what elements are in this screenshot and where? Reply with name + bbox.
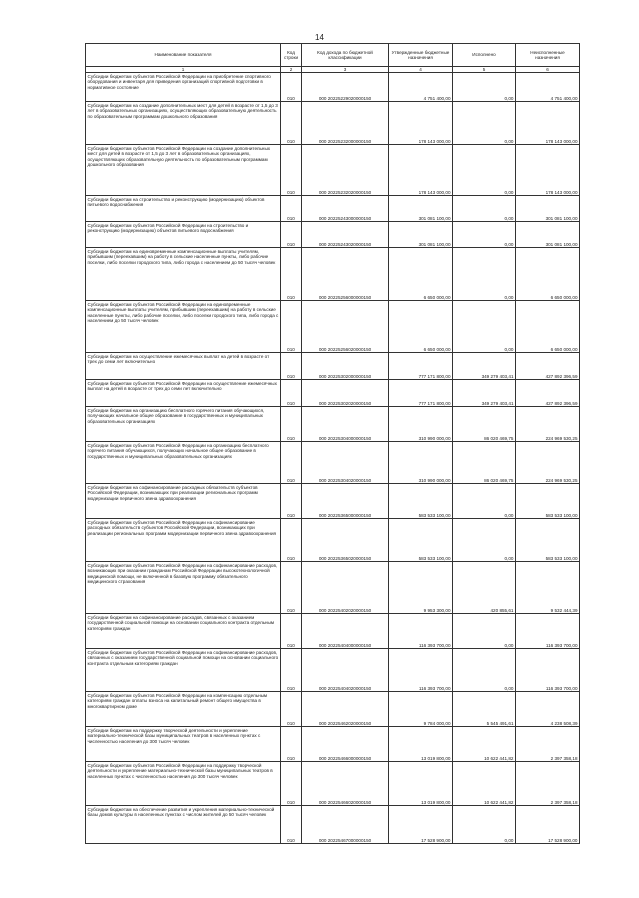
row-remaining: 583 533 100,00 — [516, 519, 580, 562]
row-approved: 17 528 900,00 — [389, 806, 453, 844]
row-line-code: 010 — [281, 727, 302, 762]
row-line-code: 010 — [281, 222, 302, 248]
row-line-code: 010 — [281, 692, 302, 727]
header-executed: Исполнено — [453, 44, 516, 67]
row-income-code: 000 20225365000000150 — [302, 484, 389, 519]
table-row — [86, 407, 580, 442]
row-executed: 420 855,61 — [453, 562, 516, 614]
row-remaining: 2 397 358,18 — [516, 727, 580, 762]
row-name: Субсидии бюджетам на единовременные компенсационные выплаты учителям, прибывшим (переехавшим) на работу в сельские населенные пункты, либо рабочие поселки, либо поселки городского типа, либо города с населением до 50 тысяч человек — [86, 248, 281, 301]
row-approved: 4 751 400,00 — [389, 73, 453, 102]
row-income-code: 000 20225256000000150 — [302, 248, 389, 301]
row-approved: 13 019 800,00 — [389, 762, 453, 806]
row-name: Субсидии бюджетам субъектов Российской Федерации на поддержку творческой деятельности и укрепление материально-технической базы муниципальных театров в населенных пунктах с численностью населения до 300 тысяч человек — [86, 762, 281, 806]
row-approved: 777 171 800,00 — [389, 353, 453, 380]
column-number: 6 — [516, 67, 580, 73]
row-income-code: 000 20225404020000150 — [302, 649, 389, 692]
row-approved: 9 784 000,00 — [389, 692, 453, 727]
table-row — [86, 196, 580, 222]
row-remaining: 301 081 100,00 — [516, 196, 580, 222]
row-line-code: 010 — [281, 301, 302, 353]
table-row — [86, 614, 580, 649]
row-approved: 178 143 000,00 — [389, 145, 453, 196]
table-row — [86, 806, 580, 844]
row-line-code: 010 — [281, 380, 302, 407]
table-row — [86, 727, 580, 762]
table-row — [86, 145, 580, 196]
row-approved: 116 393 700,00 — [389, 649, 453, 692]
row-executed: 10 622 441,82 — [453, 762, 516, 806]
row-name: Субсидии бюджетам на софинансирование расходов, связанных с оказанием государственной социальной помощи на основании социального контракта отдельным категориям граждан — [86, 614, 281, 649]
row-income-code: 000 20225302020000150 — [302, 380, 389, 407]
table-row — [86, 380, 580, 407]
row-remaining: 9 532 444,39 — [516, 562, 580, 614]
row-executed: 349 279 403,41 — [453, 353, 516, 380]
row-approved: 6 650 000,00 — [389, 248, 453, 301]
table-row — [86, 442, 580, 484]
row-executed: 86 020 469,75 — [453, 442, 516, 484]
row-line-code: 010 — [281, 196, 302, 222]
table-row — [86, 73, 580, 102]
row-line-code: 010 — [281, 145, 302, 196]
row-name: Субсидии бюджетам субъектов Российской Федерации на единовременные компенсационные выплаты учителям, прибывшим (переехавшим) на работу в сельские населенные пункты, либо рабочие поселки, либо поселки городского типа, либо города с населением до 50 тысяч человек — [86, 301, 281, 353]
row-income-code: 000 20225256020000150 — [302, 301, 389, 353]
row-income-code: 000 20225232000000150 — [302, 102, 389, 145]
row-remaining: 6 650 000,00 — [516, 301, 580, 353]
row-name: Субсидии бюджетам субъектов Российской Федерации на организацию бесплатного горячего питания обучающихся, получающих начальное общее образование в государственных и муниципальных образовательных организациях — [86, 442, 281, 484]
row-income-code: 000 20225243000000150 — [302, 196, 389, 222]
header-income-code: Код дохода по бюджетной классификации — [302, 44, 389, 67]
row-line-code: 010 — [281, 649, 302, 692]
row-line-code: 010 — [281, 73, 302, 102]
row-approved: 301 081 100,00 — [389, 222, 453, 248]
row-approved: 583 533 100,00 — [389, 484, 453, 519]
row-name: Субсидии бюджетам субъектов Российской Федерации на приобретение спортивного оборудования и инвентаря для приведения организаций спортивной подготовки в нормативное состояние — [86, 73, 281, 102]
header-approved: Утвержденные бюджетные назначения — [389, 44, 453, 67]
row-line-code: 010 — [281, 407, 302, 442]
row-name: Субсидии бюджетам на строительство и реконструкцию (модернизацию) объектов питьевого водоснабжения — [86, 196, 281, 222]
row-name: Субсидии бюджетам на осуществление ежемесячных выплат на детей в возрасте от трех до семи лет включительно — [86, 353, 281, 380]
row-executed: 0,00 — [453, 614, 516, 649]
column-number: 3 — [302, 67, 389, 73]
row-income-code: 000 20225229020000150 — [302, 73, 389, 102]
row-name: Субсидии бюджетам на обеспечение развития и укрепления материально-технической базы домов культуры в населенных пунктах с числом жителей до 50 тысяч человек — [86, 806, 281, 844]
row-remaining: 4 751 400,00 — [516, 73, 580, 102]
row-executed: 0,00 — [453, 248, 516, 301]
row-remaining: 178 143 000,00 — [516, 102, 580, 145]
column-number: 1 — [86, 67, 281, 73]
row-name: Субсидии бюджетам субъектов Российской Федерации на софинансирование расходов, возникающих при оказании гражданам Российской Федерации высокотехнологичной медицинской помощи, не включенной в базовую программу обязательного медицинского страхования — [86, 562, 281, 614]
row-approved: 310 990 000,00 — [389, 442, 453, 484]
row-executed: 10 622 441,82 — [453, 727, 516, 762]
row-name: Субсидии бюджетам на поддержку творческой деятельности и укрепление материально-технической базы муниципальных театров в населенных пунктах с численностью населения до 300 тысяч человек — [86, 727, 281, 762]
table-row — [86, 301, 580, 353]
row-line-code: 010 — [281, 562, 302, 614]
row-approved: 6 650 000,00 — [389, 301, 453, 353]
row-remaining: 116 393 700,00 — [516, 649, 580, 692]
row-name: Субсидии бюджетам на организацию бесплатного горячего питания обучающихся, получающих начальное общее образование в государственных и муниципальных образовательных организациях — [86, 407, 281, 442]
row-name: Субсидии бюджетам субъектов Российской Федерации на осуществление ежемесячных выплат на детей в возрасте от трех до семи лет включительно — [86, 380, 281, 407]
row-income-code: 000 20225302000000150 — [302, 353, 389, 380]
table-row — [86, 222, 580, 248]
row-income-code: 000 20225243020000150 — [302, 222, 389, 248]
row-name: Субсидии бюджетам субъектов Российской Федерации на софинансирование расходных обязательств субъектов Российской Федерации, возникающих при реализации региональных программ модернизации первичного звена здравоохранения — [86, 519, 281, 562]
row-name: Субсидии бюджетам субъектов Российской Федерации на компенсацию отдельным категориям граждан оплаты взноса на капитальный ремонт общего имущества в многоквартирном доме — [86, 692, 281, 727]
row-remaining: 116 393 700,00 — [516, 614, 580, 649]
row-executed: 0,00 — [453, 102, 516, 145]
header-row — [86, 44, 580, 67]
row-line-code: 010 — [281, 353, 302, 380]
column-number: 5 — [453, 67, 516, 73]
row-approved: 178 143 000,00 — [389, 102, 453, 145]
row-executed: 349 279 403,41 — [453, 380, 516, 407]
row-line-code: 010 — [281, 519, 302, 562]
table-row — [86, 353, 580, 380]
row-approved: 583 533 100,00 — [389, 519, 453, 562]
row-remaining: 4 238 508,39 — [516, 692, 580, 727]
row-line-code: 010 — [281, 762, 302, 806]
row-remaining: 2 397 358,18 — [516, 762, 580, 806]
table-row — [86, 762, 580, 806]
row-remaining: 427 892 396,59 — [516, 380, 580, 407]
table-row — [86, 649, 580, 692]
row-executed: 0,00 — [453, 196, 516, 222]
row-remaining: 178 143 000,00 — [516, 145, 580, 196]
report-table — [85, 43, 580, 844]
row-income-code: 000 20225404000000150 — [302, 614, 389, 649]
row-approved: 777 171 800,00 — [389, 380, 453, 407]
header-line-code: Код строки — [281, 44, 302, 67]
row-income-code: 000 20225467000000150 — [302, 806, 389, 844]
row-executed: 0,00 — [453, 222, 516, 248]
row-executed: 5 545 491,61 — [453, 692, 516, 727]
table-row — [86, 519, 580, 562]
row-executed: 0,00 — [453, 301, 516, 353]
row-approved: 9 953 300,00 — [389, 562, 453, 614]
table-row — [86, 692, 580, 727]
row-approved: 310 990 000,00 — [389, 407, 453, 442]
row-executed: 0,00 — [453, 649, 516, 692]
table-row — [86, 102, 580, 145]
row-name: Субсидии бюджетам субъектов Российской Федерации на создание дополнительных мест для детей в возрасте от 1,5 до 3 лет в образовательных организациях, осуществляющих образовательную деятельность по образовательным программам дошкольного образования — [86, 145, 281, 196]
row-remaining: 224 969 530,25 — [516, 442, 580, 484]
row-remaining: 583 533 100,00 — [516, 484, 580, 519]
row-name: Субсидии бюджетам на софинансирование расходных обязательств субъектов Российской Федерации, возникающих при реализации региональных программ модернизации первичного звена здравоохранения — [86, 484, 281, 519]
row-remaining: 301 081 100,00 — [516, 222, 580, 248]
column-number: 2 — [281, 67, 302, 73]
row-remaining: 17 528 900,00 — [516, 806, 580, 844]
row-income-code: 000 20225304020000150 — [302, 442, 389, 484]
row-executed: 0,00 — [453, 145, 516, 196]
row-approved: 301 081 100,00 — [389, 196, 453, 222]
row-line-code: 010 — [281, 484, 302, 519]
row-remaining: 427 892 396,59 — [516, 353, 580, 380]
row-approved: 13 019 800,00 — [389, 727, 453, 762]
row-income-code: 000 20225304000000150 — [302, 407, 389, 442]
table-row — [86, 484, 580, 519]
row-approved: 116 393 700,00 — [389, 614, 453, 649]
row-line-code: 010 — [281, 102, 302, 145]
row-line-code: 010 — [281, 614, 302, 649]
table-row — [86, 562, 580, 614]
row-executed: 0,00 — [453, 484, 516, 519]
row-name: Субсидии бюджетам субъектов Российской Федерации на софинансирование расходов, связанных с оказанием государственной социальной помощи на основании социального контракта отдельным категориям граждан — [86, 649, 281, 692]
row-line-code: 010 — [281, 806, 302, 844]
row-executed: 86 020 469,75 — [453, 407, 516, 442]
row-line-code: 010 — [281, 248, 302, 301]
row-line-code: 010 — [281, 442, 302, 484]
column-number: 4 — [389, 67, 453, 73]
header-name: Наименование показателя — [86, 44, 281, 67]
row-income-code: 000 20225402020000150 — [302, 562, 389, 614]
row-income-code: 000 20225466020000150 — [302, 762, 389, 806]
row-income-code: 000 20225365020000150 — [302, 519, 389, 562]
row-income-code: 000 20225232020000150 — [302, 145, 389, 196]
header-remaining: Неисполненные назначения — [516, 44, 580, 67]
table-row — [86, 248, 580, 301]
row-name: Субсидии бюджетам субъектов Российской Федерации на строительство и реконструкцию (модернизацию) объектов питьевого водоснабжения — [86, 222, 281, 248]
row-executed: 0,00 — [453, 73, 516, 102]
row-income-code: 000 20225462020000150 — [302, 692, 389, 727]
row-executed: 0,00 — [453, 806, 516, 844]
row-income-code: 000 20225466000000150 — [302, 727, 389, 762]
row-executed: 0,00 — [453, 519, 516, 562]
page-number: 14 — [315, 33, 324, 42]
row-remaining: 6 650 000,00 — [516, 248, 580, 301]
row-remaining: 224 969 530,25 — [516, 407, 580, 442]
row-name: Субсидии бюджетам на создание дополнительных мест для детей в возрасте от 1,5 до 3 лет в образовательных организациях, осуществляющих образовательную деятельность по образовательным программам дошкольного образования — [86, 102, 281, 145]
